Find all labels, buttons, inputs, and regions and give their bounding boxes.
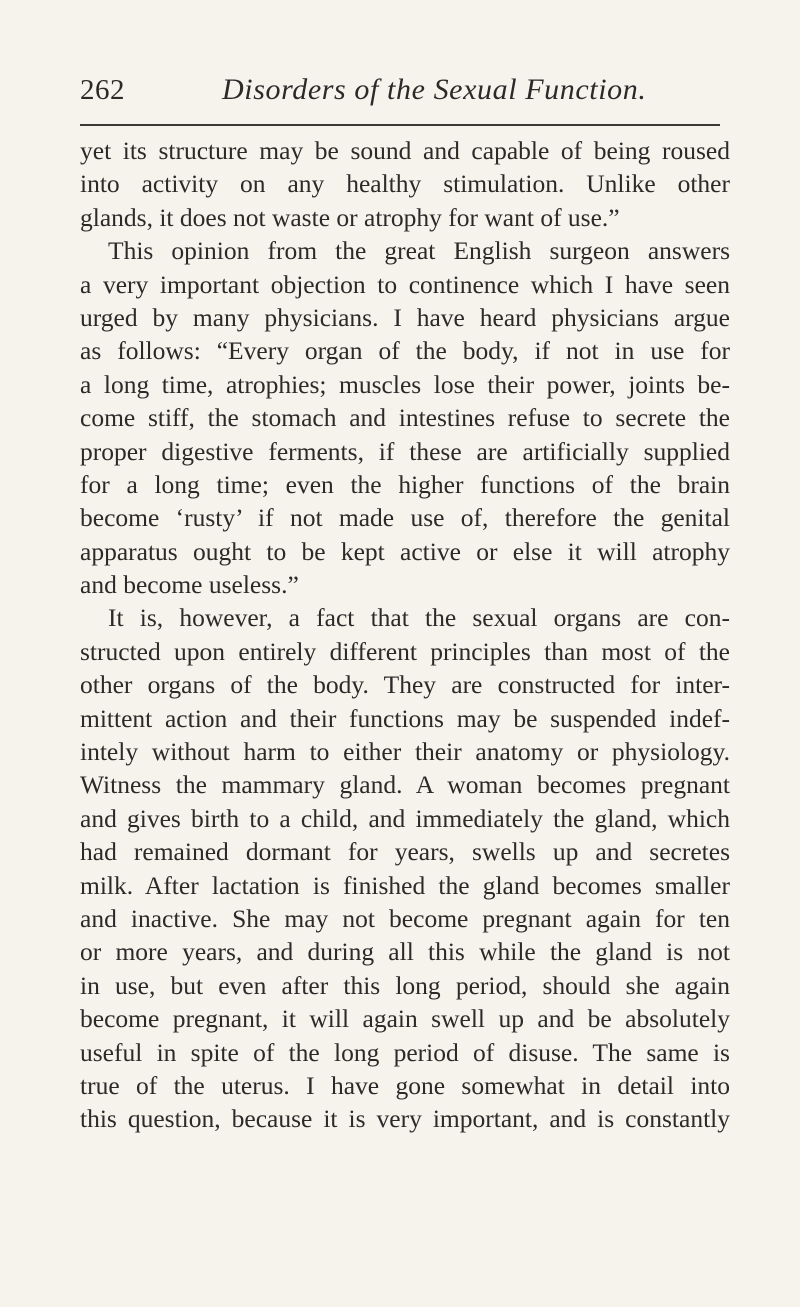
- text-line: and gives birth to a child, and immediately the gland, which: [80, 803, 730, 833]
- page-number: 262: [80, 74, 125, 106]
- text-line: urged by many physicians. I have heard physicians argue: [80, 302, 730, 332]
- text-line: a very important objection to continence which I have seen: [80, 269, 730, 299]
- text-line: mittent action and their functions may be suspended indef-: [80, 703, 730, 733]
- text-line: useful in spite of the long period of disuse. The same is: [80, 1037, 730, 1067]
- text-line: come stiff, the stomach and intestines refuse to secrete the: [80, 403, 730, 433]
- text-line: as follows: “Every organ of the body, if not in use for: [80, 336, 730, 366]
- text-line: a long time, atrophies; muscles lose their power, joints be-: [80, 369, 730, 399]
- text-line: this question, because it is very important, and is constantly: [80, 1104, 730, 1134]
- running-header: [80, 70, 720, 120]
- text-line: and inactive. She may not become pregnant again for ten: [80, 903, 730, 933]
- text-line: This opinion from the great English surgeon answers: [108, 236, 730, 266]
- body-text: [80, 134, 730, 1136]
- text-line: intely without harm to either their anatomy or physiology.: [80, 737, 730, 767]
- text-line: into activity on any healthy stimulation. Unlike other: [80, 169, 730, 199]
- text-line: proper digestive ferments, if these are artificially supplied: [80, 436, 730, 466]
- text-line: milk. After lactation is finished the gland becomes smaller: [80, 870, 730, 900]
- text-line: true of the uterus. I have gone somewhat in detail into: [80, 1070, 730, 1100]
- text-line: structed upon entirely different principles than most of the: [80, 636, 730, 666]
- text-line: other organs of the body. They are constructed for inter-: [80, 670, 730, 700]
- text-line: for a long time; even the higher functions of the brain: [80, 469, 730, 499]
- header-rule: [80, 124, 720, 126]
- text-line: Witness the mammary gland. A woman becomes pregnant: [80, 770, 730, 800]
- text-line: had remained dormant for years, swells up and secretes: [80, 837, 730, 867]
- text-line: glands, it does not waste or atrophy for want of use.”: [80, 202, 620, 232]
- running-title: Disorders of the Sexual Function.: [222, 73, 647, 106]
- text-line: or more years, and during all this while the gland is not: [80, 937, 730, 967]
- text-line: become ‘rusty’ if not made use of, therefore the genital: [80, 503, 730, 533]
- text-line: yet its structure may be sound and capable of being roused: [80, 136, 730, 165]
- text-line: become pregnant, it will again swell up and be absolutely: [80, 1004, 730, 1034]
- text-line: apparatus ought to be kept active or else it will atrophy: [80, 536, 730, 566]
- text-line: It is, however, a fact that the sexual organs are con-: [108, 603, 730, 633]
- text-line: and become useless.”: [80, 570, 299, 600]
- text-line: in use, but even after this long period, should she again: [80, 970, 730, 1000]
